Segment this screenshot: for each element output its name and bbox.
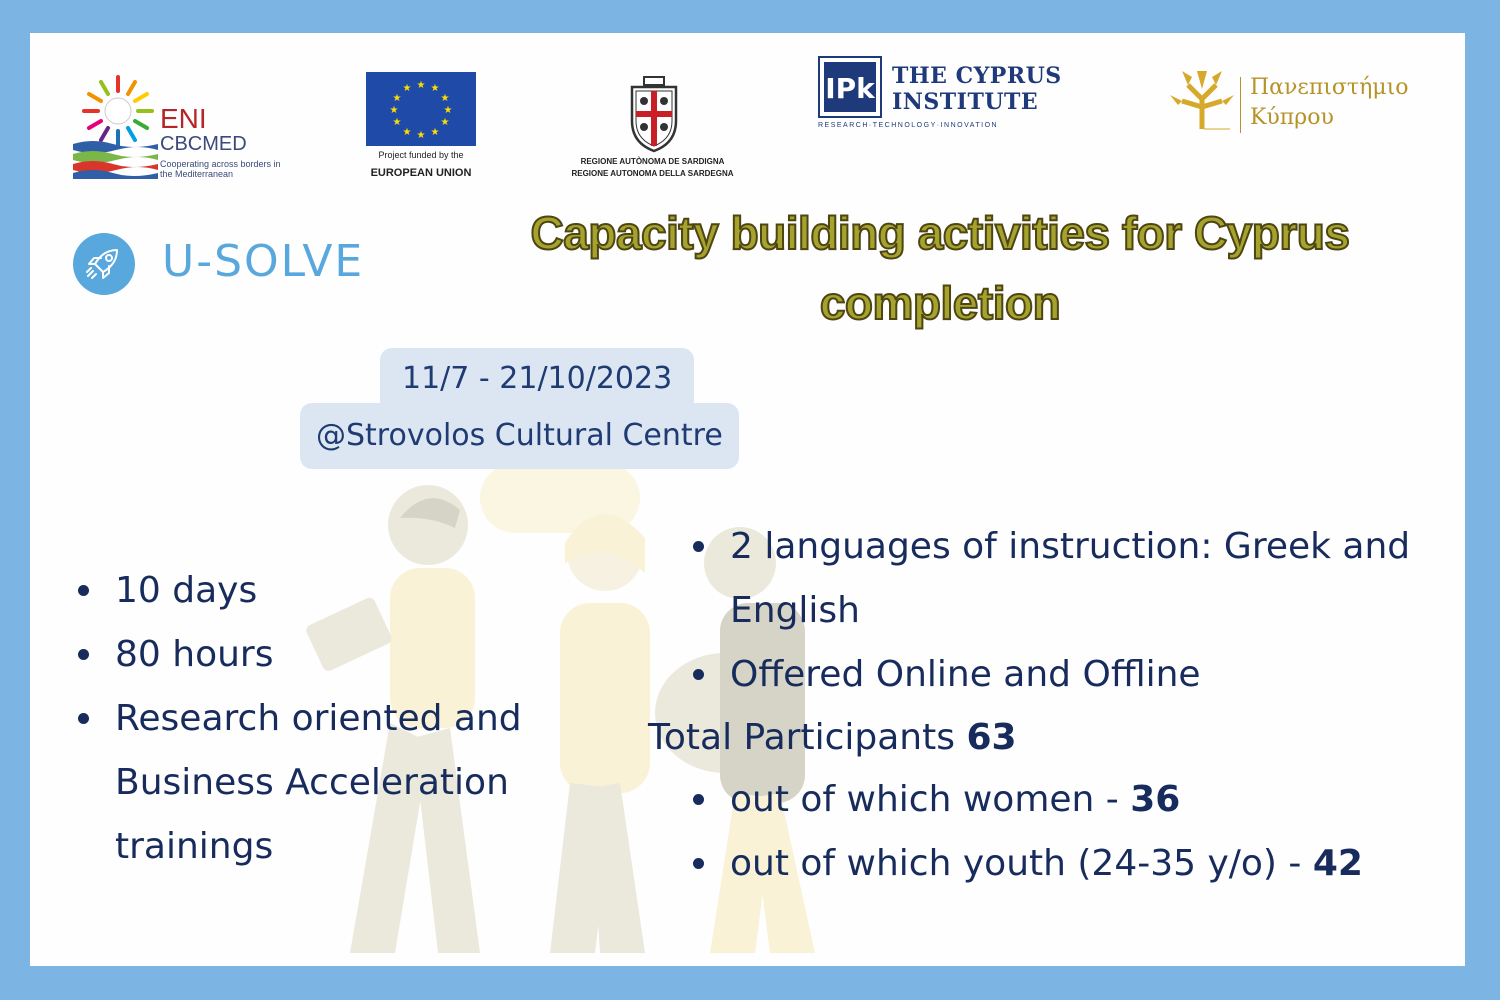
svg-text:★: ★ (389, 105, 399, 116)
total-participants-value: 63 (966, 717, 1017, 758)
women-value: 36 (1130, 779, 1181, 820)
list-item: 2 languages of instruction: Greek and English (693, 515, 1443, 643)
cyprus-institute-name-2: INSTITUTE (892, 89, 1039, 115)
left-bullet-list (78, 559, 598, 879)
list-item: 10 days (78, 559, 598, 623)
svg-text:★: ★ (440, 93, 450, 104)
svg-text:★: ★ (392, 93, 402, 104)
youth-value: 42 (1312, 843, 1363, 884)
total-participants (648, 706, 1017, 770)
event-dates: 11/7 - 21/10/2023 (380, 348, 694, 410)
cyprus-institute-tagline: RESEARCH·TECHNOLOGY·INNOVATION (818, 122, 999, 129)
svg-text:★: ★ (402, 127, 412, 138)
participants-breakdown-list (693, 768, 1453, 896)
title-line-2: completion (819, 277, 1061, 329)
sardegna-label-sardinian: REGIONE AUTÒNOMA DE SARDIGNA (580, 157, 725, 166)
university-tree-logo-icon (1170, 69, 1234, 131)
event-venue: @Strovolos Cultural Centre (300, 403, 739, 469)
list-item: 80 hours (78, 623, 598, 687)
eni-tagline: Cooperating across borders in the Mediterranean (160, 159, 281, 179)
svg-text:★: ★ (430, 83, 440, 94)
svg-text:★: ★ (416, 130, 426, 141)
list-item: Research oriented and Business Acceleration trainings (78, 687, 598, 879)
eni-waves-icon (73, 140, 158, 180)
svg-text:IPk: IPk (825, 72, 875, 105)
svg-text:★: ★ (416, 80, 426, 91)
sardegna-crest-icon (622, 73, 686, 155)
list-item (693, 832, 1453, 896)
sardegna-label-italian: REGIONE AUTONOMA DELLA SARDEGNA (571, 169, 734, 178)
poster-card (30, 33, 1465, 966)
svg-text:★: ★ (402, 83, 412, 94)
university-divider (1240, 77, 1241, 133)
list-item: Offered Online and Offline (693, 643, 1443, 707)
svg-text:★: ★ (430, 127, 440, 138)
cbcmed-label: CBCMED (160, 133, 247, 155)
women-label: out of which women - (730, 779, 1131, 820)
svg-text:★: ★ (392, 117, 402, 128)
svg-text:★: ★ (440, 117, 450, 128)
brand-name: U-SOLVE (162, 236, 365, 287)
total-participants-label: Total Participants (648, 717, 967, 758)
university-name-line2: Κύπρου (1250, 105, 1334, 130)
rocket-icon (73, 233, 135, 295)
youth-label: out of which youth (24-35 y/o) - (730, 843, 1313, 884)
university-name-line1: Πανεπιστήμιο (1250, 75, 1409, 100)
eni-sun-logo-icon (78, 71, 158, 151)
cyprus-institute-name: THE CYPRUS (892, 63, 1062, 89)
eu-caption: Project funded by the (378, 150, 464, 160)
list-item (693, 768, 1453, 832)
cyprus-institute-logo-icon (818, 56, 882, 118)
right-bullet-list (693, 515, 1443, 707)
eu-caption-name: EUROPEAN UNION (370, 167, 472, 179)
title-line-1: Capacity building activities for Cyprus (530, 207, 1350, 259)
eu-flag-icon (366, 72, 476, 146)
eni-label: ENI (160, 103, 207, 134)
svg-text:★: ★ (443, 105, 453, 116)
page-title (440, 198, 1440, 338)
